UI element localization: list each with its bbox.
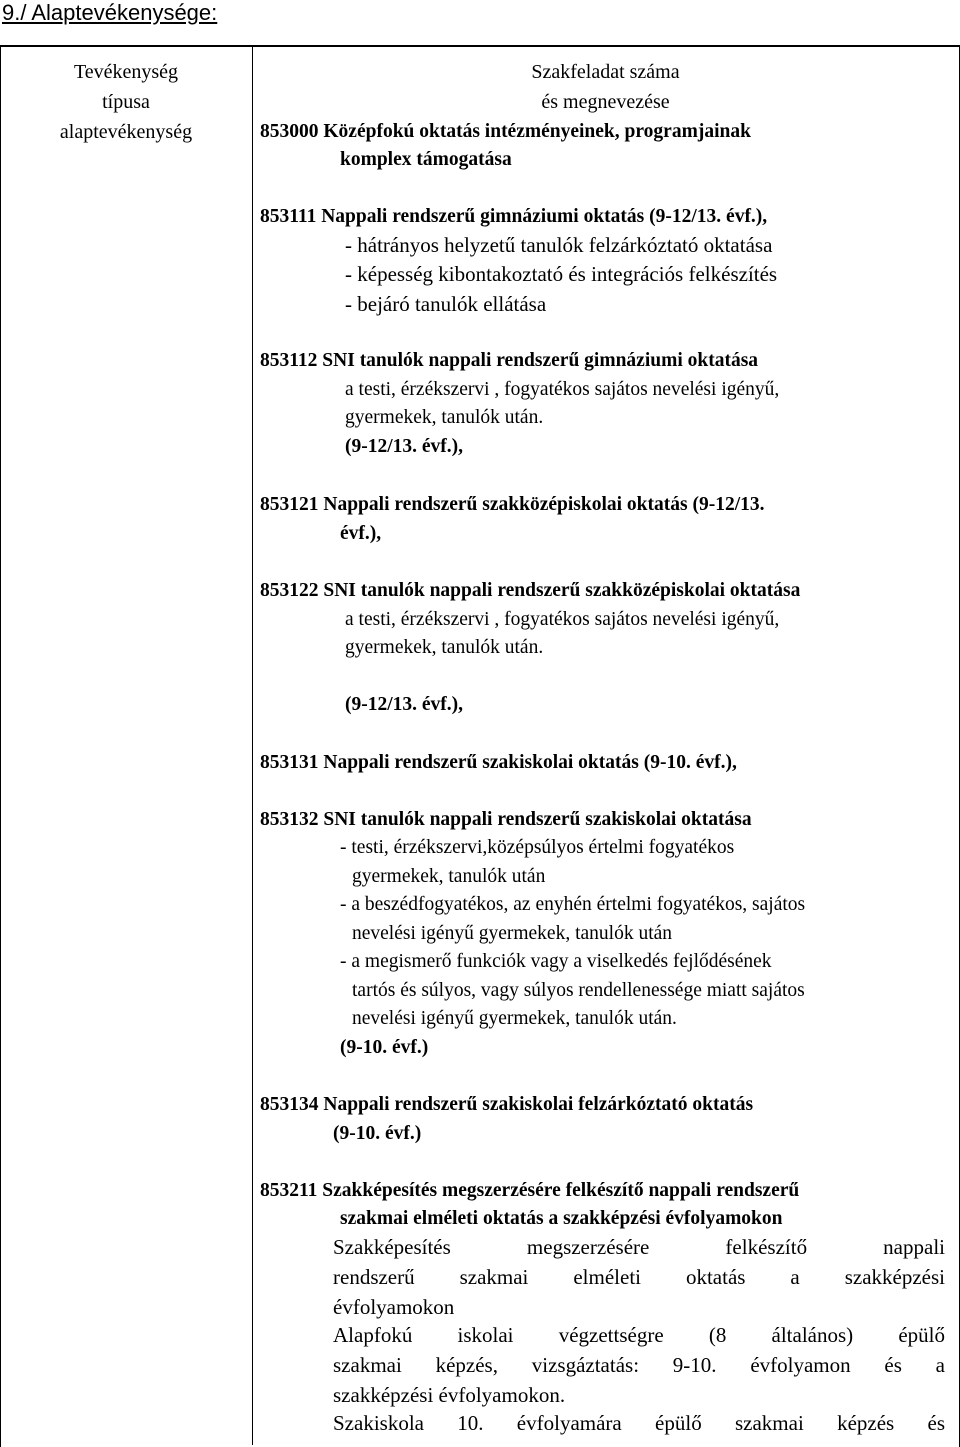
- entry-853111-item2: - képesség kibontakoztató és integrációs felkészítés: [345, 262, 778, 286]
- entry-853211-para2-line3: szakképzési évfolyamokon.: [333, 1383, 566, 1407]
- entry-853121-title: 853121 Nappali rendszerű szakközépiskolai oktatás (9-12/13.: [260, 494, 765, 515]
- section-title: 9./ Alaptevékenysége:: [2, 0, 218, 25]
- entry-853111-title: 853111 Nappali rendszerű gimnáziumi oktatás (9-12/13. évf.),: [260, 206, 768, 227]
- entry-853134-title: 853134 Nappali rendszerű szakiskolai felzárkóztató oktatás: [260, 1094, 754, 1115]
- entry-853132-grade: (9-10. évf.): [340, 1037, 429, 1058]
- col2-header-line1: Szakfeladat száma: [531, 61, 680, 83]
- entry-853111-item3: - bejáró tanulók ellátása: [345, 292, 547, 316]
- col1-header-line1: Tevékenység: [73, 61, 179, 83]
- entry-853131-title: 853131 Nappali rendszerű szakiskolai oktatás (9-10. évf.),: [260, 752, 737, 773]
- entry-853112-line2: a testi, érzékszervi , fogyatékos sajátos nevelési igényű,: [345, 379, 780, 400]
- entry-853122-line2: a testi, érzékszervi , fogyatékos sajátos nevelési igényű,: [345, 609, 780, 630]
- col2-header-line2: és megnevezése: [541, 91, 670, 113]
- entry-853132-line7: tartós és súlyos, vagy súlyos rendellenessége miatt sajátos: [352, 980, 805, 1001]
- entry-853132-line2: - testi, érzékszervi,középsúlyos értelmi fogyatékos: [340, 837, 735, 858]
- entry-853121-line2: évf.),: [340, 523, 382, 544]
- entry-853000-line1: 853000 Középfokú oktatás intézményeinek, programjainak: [260, 121, 751, 142]
- col1-header-line2: típusa: [102, 91, 150, 113]
- entry-853211-para3-line1: Szakiskola 10. évfolyamára épülő szakmai képzés és: [333, 1411, 945, 1435]
- entry-853112-line3: gyermekek, tanulók után.: [345, 407, 544, 428]
- entry-853211-para1-line2: rendszerű szakmai elméleti oktatás a szakképzési: [333, 1265, 945, 1289]
- entry-853134-grade: (9-10. évf.): [333, 1123, 422, 1144]
- entry-853122-title: 853122 SNI tanulók nappali rendszerű szakközépiskolai oktatása: [260, 580, 801, 601]
- entry-853211-para1-line1: Szakképesítés megszerzésére felkészítő nappali: [333, 1235, 945, 1259]
- entry-853132-title: 853132 SNI tanulók nappali rendszerű szakiskolai oktatása: [260, 809, 752, 830]
- entry-853211-para2-line1: Alapfokú iskolai végzettségre (8 általános) épülő: [333, 1323, 945, 1347]
- entry-853111-item1: - hátrányos helyzetű tanulók felzárkóztató oktatása: [345, 233, 773, 257]
- entry-853211-para1-line3: évfolyamokon: [333, 1295, 455, 1319]
- entry-853211-line2: szakmai elméleti oktatás a szakképzési évfolyamokon: [340, 1208, 783, 1229]
- entry-853000-line2: komplex támogatása: [340, 149, 512, 170]
- entry-853112-grade: (9-12/13. évf.),: [345, 436, 464, 457]
- entry-853112-title: 853112 SNI tanulók nappali rendszerű gimnáziumi oktatása: [260, 350, 759, 371]
- entry-853211-title: 853211 Szakképesítés megszerzésére felkészítő nappali rendszerű: [260, 1180, 800, 1201]
- entry-853132-line5: nevelési igényű gyermekek, tanulók után: [352, 923, 673, 944]
- entry-853132-line3: gyermekek, tanulók után: [352, 866, 546, 887]
- entry-853132-line6: - a megismerő funkciók vagy a viselkedés fejlődésének: [340, 951, 772, 972]
- row-type: alaptevékenység: [59, 121, 193, 143]
- entry-853122-grade: (9-12/13. évf.),: [345, 694, 464, 715]
- entry-853122-line3: gyermekek, tanulók után.: [345, 637, 544, 658]
- entry-853211-para2-line2: szakmai képzés, vizsgáztatás: 9-10. évfolyamon és a: [333, 1353, 945, 1377]
- column-divider: [252, 45, 253, 1445]
- entry-853132-line8: nevelési igényű gyermekek, tanulók után.: [352, 1008, 677, 1029]
- entry-853132-line4: - a beszédfogyatékos, az enyhén értelmi fogyatékos, sajátos: [340, 894, 806, 915]
